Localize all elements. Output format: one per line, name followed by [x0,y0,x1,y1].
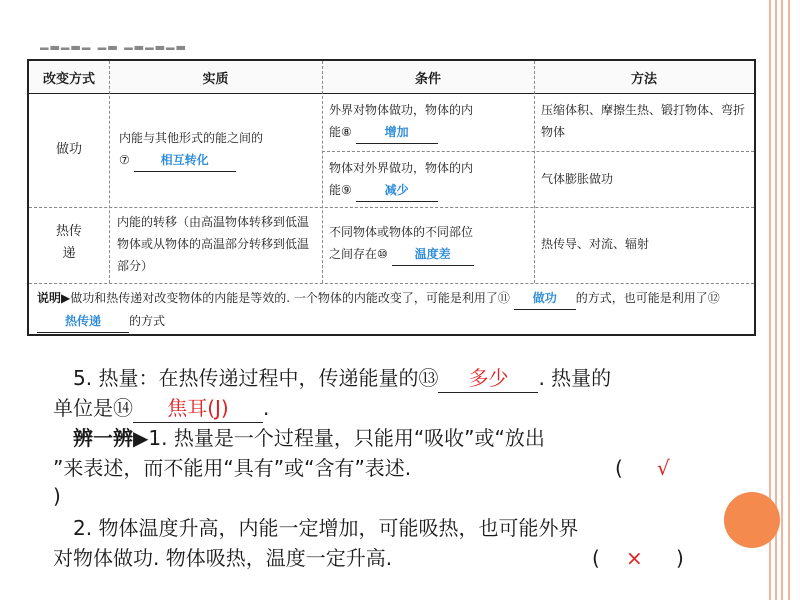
bian-line2 [53,454,411,482]
deco-line-3 [781,0,783,600]
bian-item1-open: ( [615,456,623,480]
condition-heat-text: 不同物体或物体的不同部位 [329,225,474,239]
table-note [37,287,749,333]
grid-line [322,151,754,152]
q5-line2 [53,394,269,423]
header-mode: 改变方式 [29,61,109,93]
note-label: 说明 [37,291,62,305]
grid-line [534,61,535,283]
answer-11: 做功 [514,287,576,310]
condition-work-1 [329,99,529,144]
blank-number: 能⑨ [329,183,352,197]
mode-work: 做功 [55,142,82,157]
header-condition: 条件 [322,61,534,93]
blank-number: 之间存在⑩ [329,247,388,261]
essence-work-text: 内能与其他形式的能之间的 [119,131,264,145]
q5-text-a: 5. 热量：在热传递过程中，传递能量的⑬ [73,366,439,390]
answer-7: 相互转化 [134,149,236,172]
grid-line [322,61,323,283]
condition-work-1-fill [329,121,529,144]
mode-heat [29,221,109,265]
bian-item2-close: ) [676,546,684,570]
blank-number: ⑦ [119,153,130,167]
bian-item2-line1: 2. 物体温度升高，内能一定增加，可能吸热，也可能外界 [73,516,579,540]
bian-item1-mark: √ [657,456,670,480]
header-essence: 实质 [109,61,322,93]
condition-heat [329,221,529,266]
essence-heat: 内能的转移（由高温物体转移到低温物体或从物体的高温部分转移到低温部分） [117,215,310,273]
mode-heat-line1: 热传 [55,224,82,239]
answer-9: 减少 [356,179,438,202]
essence-work [119,127,317,172]
condition-work-2-text: 物体对外界做功，物体的内 [329,161,474,175]
bian-item2-mark: × [626,546,643,570]
grid-line [109,61,110,283]
answer-13: 多少 [438,364,538,393]
bian-item1-b: ”来表述，而不能用“具有”或“含有”表述. [53,456,412,480]
condition-work-2 [329,157,529,202]
q5-line1 [73,364,611,393]
q5-text-c: 单位是⑭ [53,396,133,420]
mode-heat-line2: 递 [62,246,76,261]
bian-item2-open: ( [592,546,600,570]
method-work-1: 压缩体积、摩擦生热、锻打物体、弯折物体 [541,103,746,139]
blank-number: 能⑧ [329,125,352,139]
note-text-2: 的方式，也可能是利用了⑫ [575,291,720,305]
bian-item2-line2: 对物体做功. 物体吸热，温度一定升高. [53,546,393,570]
answer-12: 热传递 [37,310,129,333]
answer-10: 温度差 [392,243,474,266]
essence-work-fill [119,149,317,172]
bian-line1 [73,424,545,452]
method-heat: 热传导、对流、辐射 [541,237,650,251]
answer-8: 增加 [356,121,438,144]
bian-item1-close: ) [53,484,61,508]
bian-label: 辨一辨 [73,426,133,450]
grid-line [29,283,754,284]
answer-14: 焦耳(J) [133,394,263,423]
q5-text-d: . [263,396,270,420]
method-work-2: 气体膨胀做功 [541,172,614,186]
note-text-3: 的方式 [129,314,166,328]
deco-circle [724,492,780,548]
grid-line [29,93,754,94]
deco-line-4 [788,0,790,600]
clipped-header-remnant: ▂▃▂▃▂ ▂▃ ▂▃▂▃▂▃ [40,38,187,50]
condition-work-1-text: 外界对物体做功，物体的内 [329,103,474,117]
energy-table [27,59,756,336]
grid-line [29,207,754,208]
bian-item1-a: ▶1. 热量是一个过程量，只能用“吸收”或“放出 [133,426,545,450]
condition-work-2-fill [329,179,529,202]
condition-heat-fill [329,243,529,266]
header-method: 方法 [534,61,754,93]
note-text-1: ▶做功和热传递对改变物体的内能是等效的. 一个物体的内能改变了，可能是利用了⑪ [61,291,510,305]
q5-text-b: . 热量的 [538,366,612,390]
